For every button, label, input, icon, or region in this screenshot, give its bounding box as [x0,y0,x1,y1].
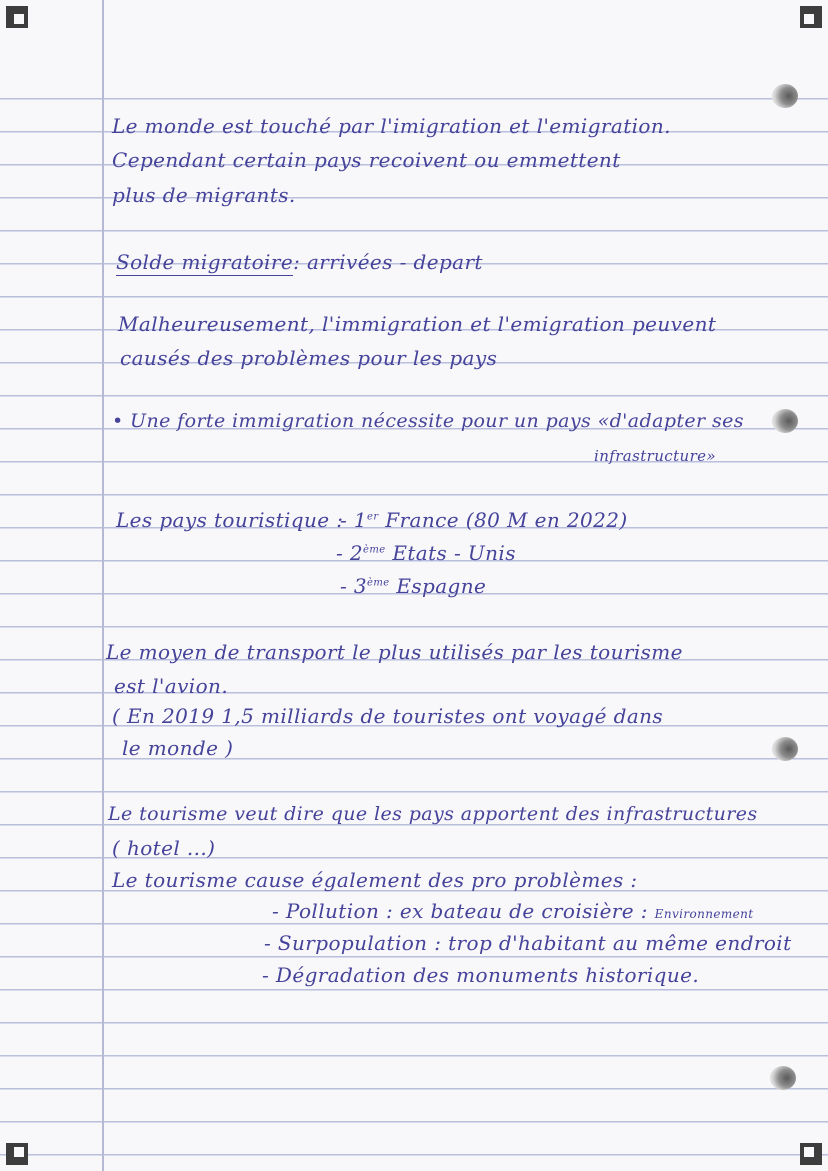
note-line: Le moyen de transport le plus utilisés par les tourisme [106,640,683,664]
corner-marker-top-left [6,6,28,28]
punch-hole [770,1066,796,1090]
problem-item-degradation: - Dégradation des monuments historique. [262,963,700,987]
tourism-rank-2: - 2ème Etats - Unis [336,541,516,565]
solde-definition: : arrivées - depart [293,250,483,274]
note-line: Le monde est touché par l'imigration et l'emigration. [112,114,671,138]
note-line: infrastructure» [594,447,716,465]
note-line: Le tourisme cause également des pro problèmes : [112,868,638,892]
corner-marker-top-right [800,6,822,28]
corner-marker-bottom-right [800,1143,822,1165]
note-line: est l'avion. [114,674,229,698]
note-line: causés des problèmes pour les pays [120,346,498,370]
note-line: plus de migrants. [112,183,296,207]
tourism-heading: Les pays touristique : [116,508,344,532]
note-line: le monde ) [122,736,234,760]
punch-hole [772,84,798,108]
solde-heading: Solde migratoire [116,250,294,274]
note-line: Le tourisme veut dire que les pays apportent des infrastructures [108,803,758,825]
problem-item-pollution: - Pollution : ex bateau de croisière : Environnement [272,899,754,923]
problem-item-overpopulation: - Surpopulation : trop d'habitant au même endroit [264,931,792,955]
punch-hole [772,737,798,761]
punch-hole [772,409,798,433]
bullet-line: • Une forte immigration nécessite pour un pays «d'adapter ses [112,410,744,432]
environment-note: Environnement [654,907,754,921]
note-line: ( En 2019 1,5 milliards de touristes ont voyagé dans [112,704,664,728]
tourism-rank-3: - 3ème Espagne [340,574,487,598]
margin-line [102,0,104,1171]
note-line: ( hotel ...) [112,836,216,860]
tourism-rank-1: - 1er France (80 M en 2022) [340,508,628,532]
note-line: Cependant certain pays recoivent ou emmettent [112,148,621,172]
note-line-solde [116,250,483,274]
note-line: Malheureusement, l'immigration et l'emigration peuvent [118,312,717,336]
corner-marker-bottom-left [6,1143,28,1165]
